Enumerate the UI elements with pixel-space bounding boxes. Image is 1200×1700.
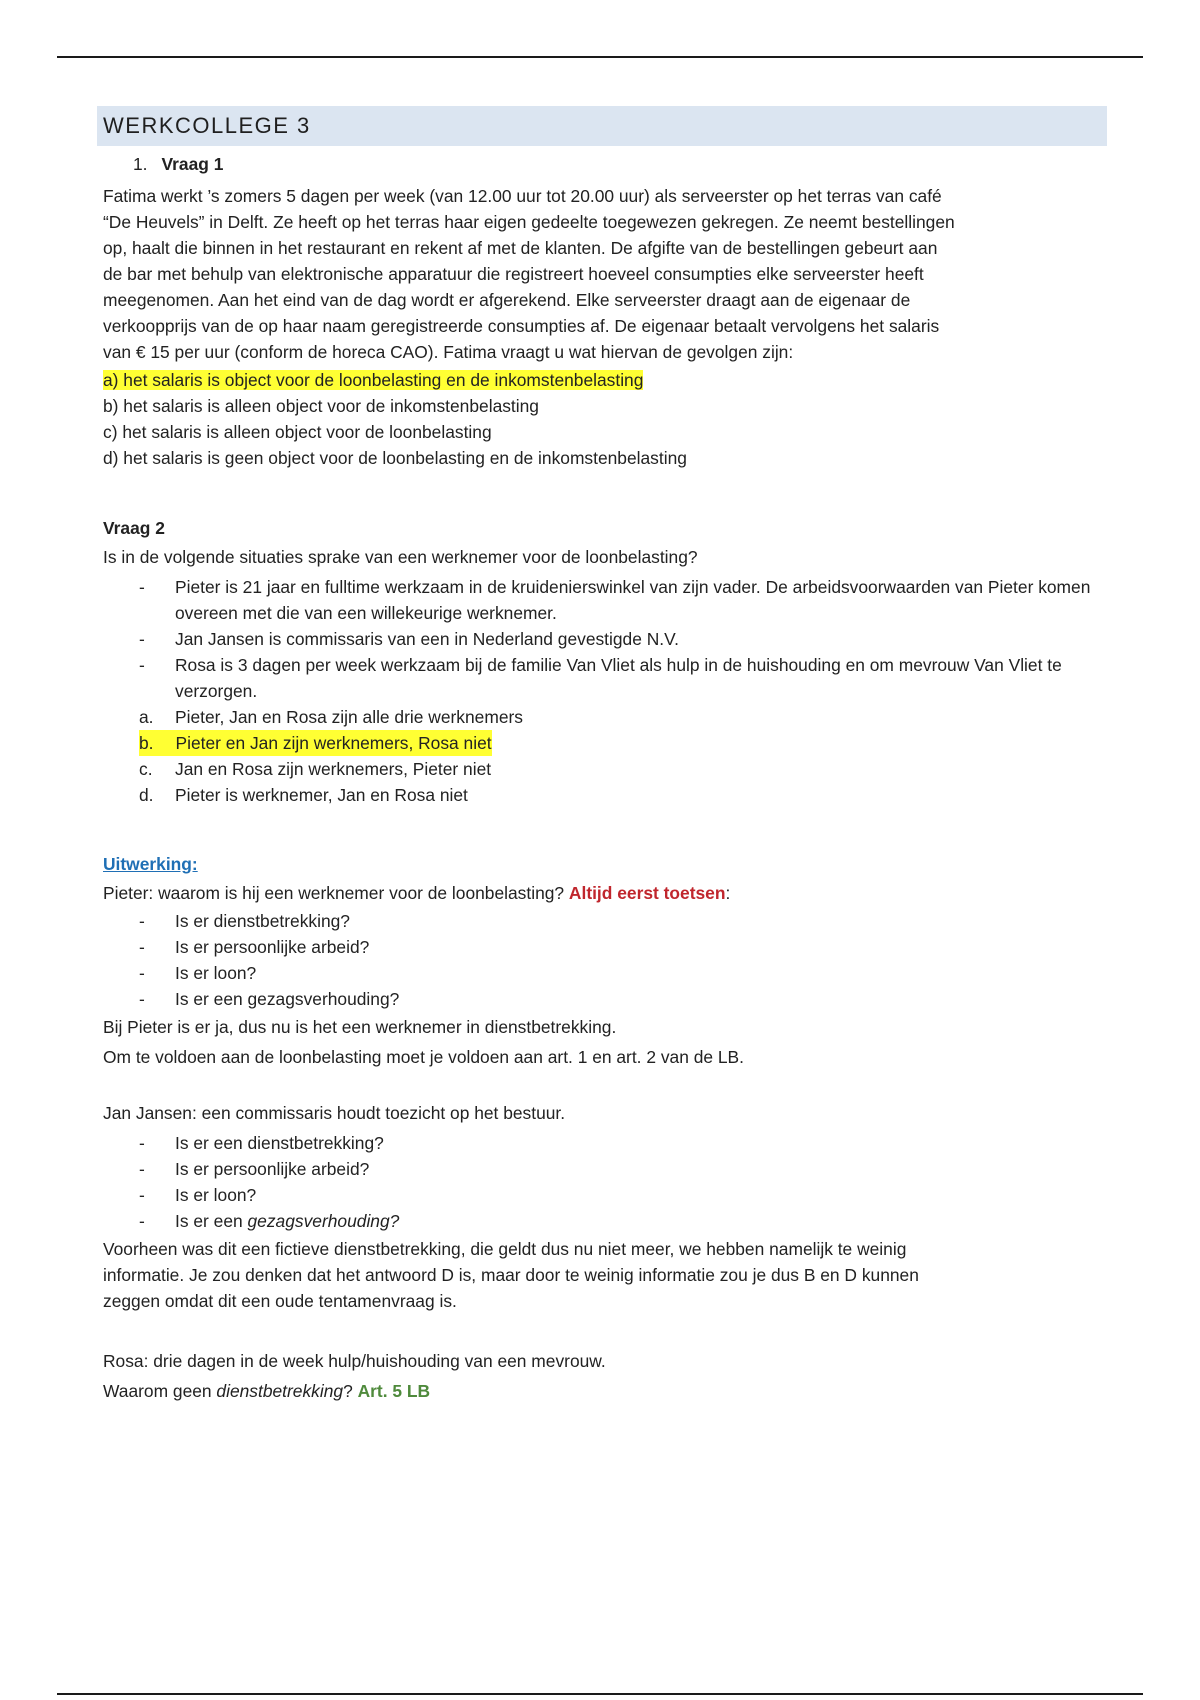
list-item-text: Is er een gezagsverhouding? [175, 989, 400, 1009]
uitwerking-title: Uitwerking: [103, 854, 198, 874]
q2-option-d [103, 782, 1103, 808]
list-item-text: Rosa is 3 dagen per week werkzaam bij de familie Van Vliet als hulp in de huishouding en om mevrouw Van Vliet te verzorgen. [175, 655, 1062, 701]
q1-title [133, 154, 223, 175]
bullet-dash: - [139, 655, 145, 675]
jan-checks [103, 1130, 1103, 1234]
pieter-intro-line [103, 880, 1103, 906]
list-item-text: Is er persoonlijke arbeid? [175, 937, 370, 957]
list-item-text: Is er persoonlijke arbeid? [175, 1159, 370, 1179]
list-item-text: Jan Jansen is commissaris van een in Nederland gevestigde N.V. [175, 629, 679, 649]
bullet-dash: - [139, 1185, 145, 1205]
bullet-dash: - [139, 937, 145, 957]
option-marker: b. [139, 733, 154, 753]
page-title: WERKCOLLEGE 3 [103, 113, 311, 138]
list-item [103, 1156, 1103, 1182]
list-item [103, 986, 1103, 1012]
pieter-intro: Pieter: waarom is hij een werknemer voor de loonbelasting? [103, 883, 569, 903]
pieter-conclusion-line: Bij Pieter is er ja, dus nu is het een werknemer in dienstbetrekking. [103, 1017, 617, 1037]
jan-intro: Jan Jansen: een commissaris houdt toezicht op het bestuur. [103, 1103, 566, 1123]
bullet-dash: - [139, 1133, 145, 1153]
list-item [103, 908, 1103, 934]
q2-bullets [103, 574, 1103, 704]
list-item [103, 960, 1103, 986]
rosa-q-italic: dienstbetrekking [216, 1381, 344, 1401]
bullet-dash: - [139, 577, 145, 597]
q1-body [103, 183, 1103, 471]
option-text: Pieter en Jan zijn werknemers, Rosa niet [175, 733, 492, 753]
jan-conclusion-line: informatie. Je zou denken dat het antwoord D is, maar door te weinig informatie zou je dus B en D kunnen [103, 1265, 919, 1285]
pieter-conclusion-line: Om te voldoen aan de loonbelasting moet je voldoen aan art. 1 en art. 2 van de LB. [103, 1047, 744, 1067]
q1-option-c: c) het salaris is alleen object voor de loonbelasting [103, 422, 492, 442]
q1-number: 1. [133, 154, 148, 174]
q2-question: Is in de volgende situaties sprake van een werknemer voor de loonbelasting? [103, 547, 698, 567]
q1-option-d: d) het salaris is geen object voor de loonbelasting en de inkomstenbelasting [103, 448, 687, 468]
bottom-rule [57, 1693, 1143, 1695]
q1-text-line: verkoopprijs van de op haar naam geregistreerde consumpties af. De eigenaar betaalt vervolgens het salaris [103, 316, 940, 336]
q2-option-a [103, 704, 1103, 730]
q1-option-b: b) het salaris is alleen object voor de inkomstenbelasting [103, 396, 539, 416]
pieter-colon: : [725, 883, 731, 903]
list-item-text: Pieter is 21 jaar en fulltime werkzaam in de kruidenierswinkel van zijn vader. De arbeidsvoorwaarden van Pieter komen overeen met die van een willekeurige werknemer. [175, 577, 1091, 623]
list-item [103, 652, 1103, 704]
list-item-text: Is er loon? [175, 963, 257, 983]
list-item-text: Is er een [175, 1211, 248, 1231]
q2-option-c [103, 756, 1103, 782]
uitwerking-section [103, 851, 1103, 1404]
q1-text-line: Fatima werkt ’s zomers 5 dagen per week (van 12.00 uur tot 20.00 uur) als serveerster op het terras van café [103, 186, 942, 206]
q1-text-line: op, haalt die binnen in het restaurant en rekent af met de klanten. De afgifte van de bestellingen gebeurt aan [103, 238, 938, 258]
list-item [103, 626, 1103, 652]
list-item [103, 1182, 1103, 1208]
bullet-dash: - [139, 911, 145, 931]
bullet-dash: - [139, 629, 145, 649]
q1-text-line: de bar met behulp van elektronische apparatuur die registreert hoeveel consumpties elke serveerster heeft [103, 264, 924, 284]
jan-conclusion-line: zeggen omdat dit een oude tentamenvraag is. [103, 1291, 457, 1311]
q1-option-a [103, 367, 1103, 393]
q2-section [103, 515, 1103, 808]
q1-option-a-text: a) het salaris is object voor de loonbelasting en de inkomstenbelasting [103, 370, 644, 390]
option-highlight [139, 730, 492, 756]
option-marker: a. [139, 707, 154, 727]
pieter-emphasis: Altijd eerst toetsen [568, 883, 726, 903]
rosa-intro: Rosa: drie dagen in de week hulp/huishouding van een mevrouw. [103, 1351, 606, 1371]
list-item-text: Is er een dienstbetrekking? [175, 1133, 384, 1153]
option-text: Pieter, Jan en Rosa zijn alle drie werknemers [175, 707, 523, 727]
rosa-question-line [103, 1378, 1103, 1404]
list-item [103, 934, 1103, 960]
q1-text-line: van € 15 per uur (conform de horeca CAO). Fatima vraagt u wat hiervan de gevolgen zijn: [103, 342, 794, 362]
q2-option-b [103, 730, 1103, 756]
option-marker: c. [139, 759, 153, 779]
q1-text-line: “De Heuvels” in Delft. Ze heeft op het terras haar eigen gedeelte toegewezen gekregen. Ze neemt bestellingen [103, 212, 955, 232]
list-item [103, 1208, 1103, 1234]
q2-title: Vraag 2 [103, 518, 165, 538]
bullet-dash: - [139, 989, 145, 1009]
top-rule [57, 56, 1143, 58]
list-item [103, 574, 1103, 626]
list-item-text: Is er loon? [175, 1185, 257, 1205]
option-text: Jan en Rosa zijn werknemers, Pieter niet [175, 759, 492, 779]
list-item-text: Is er dienstbetrekking? [175, 911, 350, 931]
q1-text-line: meegenomen. Aan het eind van de dag wordt er afgerekend. Elke serveerster draagt aan de eigenaar de [103, 290, 911, 310]
bullet-dash: - [139, 1211, 145, 1231]
pieter-checks [103, 908, 1103, 1012]
bullet-dash: - [139, 963, 145, 983]
rosa-q-prefix: Waarom geen [103, 1381, 217, 1401]
q2-options [103, 704, 1103, 808]
rosa-ref: Art. 5 LB [357, 1381, 431, 1401]
option-text: Pieter is werknemer, Jan en Rosa niet [175, 785, 468, 805]
jan-conclusion-line: Voorheen was dit een fictieve dienstbetrekking, die geldt dus nu niet meer, we hebben namelijk te weinig [103, 1239, 907, 1259]
list-item [103, 1130, 1103, 1156]
bullet-dash: - [139, 1159, 145, 1179]
option-marker: d. [139, 785, 154, 805]
rosa-q-suffix: ? [343, 1381, 358, 1401]
q1-title-text: Vraag 1 [161, 154, 224, 174]
list-item-italic: gezagsverhouding? [247, 1211, 400, 1231]
